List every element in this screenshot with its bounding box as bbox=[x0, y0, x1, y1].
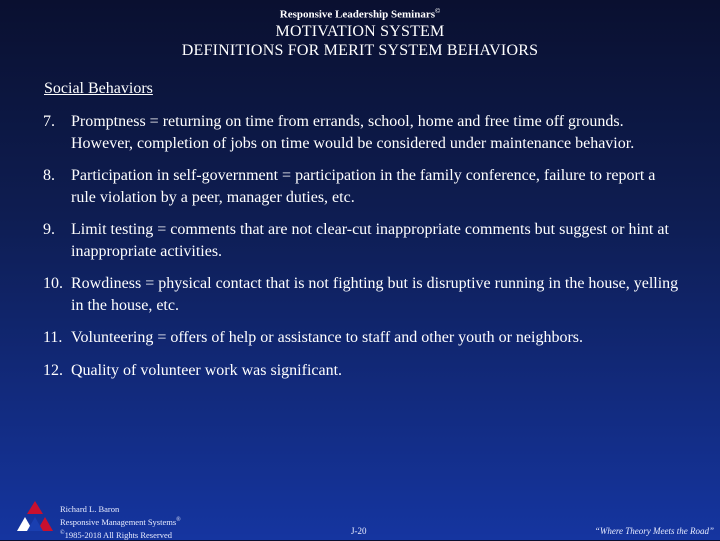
item-text: Participation in self-government = participation in the family conference, failure to report a rule violation by a peer, manager duties, etc. bbox=[71, 167, 656, 206]
author-name: Richard L. Baron bbox=[60, 504, 120, 514]
behavior-list bbox=[43, 111, 683, 392]
item-number: 8. bbox=[43, 167, 55, 184]
company-name: Responsive Management Systems® bbox=[60, 516, 181, 527]
company-logo-icon bbox=[12, 500, 58, 538]
copyright-symbol: © bbox=[60, 529, 65, 536]
copyright-line: ©1985-2018 All Rights Reserved bbox=[60, 529, 172, 540]
list-item bbox=[43, 273, 683, 316]
tagline: “Where Theory Meets the Road” bbox=[594, 526, 714, 536]
item-number: 10. bbox=[43, 275, 63, 292]
item-text: Promptness = returning on time from errands, school, home and free time off grounds. However, completion of jobs on time would be considered under maintenance behavior. bbox=[71, 113, 635, 152]
header bbox=[0, 4, 720, 60]
list-item bbox=[43, 165, 683, 208]
item-text: Volunteering = offers of help or assistance to staff and other youth or neighbors. bbox=[71, 329, 584, 346]
item-number: 7. bbox=[43, 113, 55, 130]
organization-name: Responsive Leadership Seminars© bbox=[279, 7, 441, 21]
item-number: 9. bbox=[43, 221, 55, 238]
page-number: J-20 bbox=[351, 526, 367, 536]
item-number: 11. bbox=[43, 329, 63, 346]
list-item bbox=[43, 327, 683, 349]
copyright-mark: © bbox=[435, 7, 441, 15]
item-text: Limit testing = comments that are not clear-cut inappropriate comments but suggest or hint at inappropriate activities. bbox=[71, 221, 669, 260]
item-text: Rowdiness = physical contact that is not fighting but is disruptive running in the house, yelling in the house, etc. bbox=[71, 275, 679, 314]
logo-center-triangle bbox=[27, 517, 43, 531]
list-item bbox=[43, 219, 683, 262]
item-number: 12. bbox=[43, 361, 63, 379]
logo-top-triangle bbox=[27, 501, 43, 514]
list-item bbox=[43, 111, 683, 154]
footer-credits bbox=[60, 504, 181, 541]
title-line-1: MOTIVATION SYSTEM bbox=[275, 22, 445, 40]
registered-mark: ® bbox=[176, 517, 181, 523]
list-item bbox=[43, 360, 683, 382]
item-text: Quality of volunteer work was significant. bbox=[71, 361, 343, 379]
section-heading: Social Behaviors bbox=[44, 80, 153, 97]
title-line-2: DEFINITIONS FOR MERIT SYSTEM BEHAVIORS bbox=[181, 41, 539, 59]
